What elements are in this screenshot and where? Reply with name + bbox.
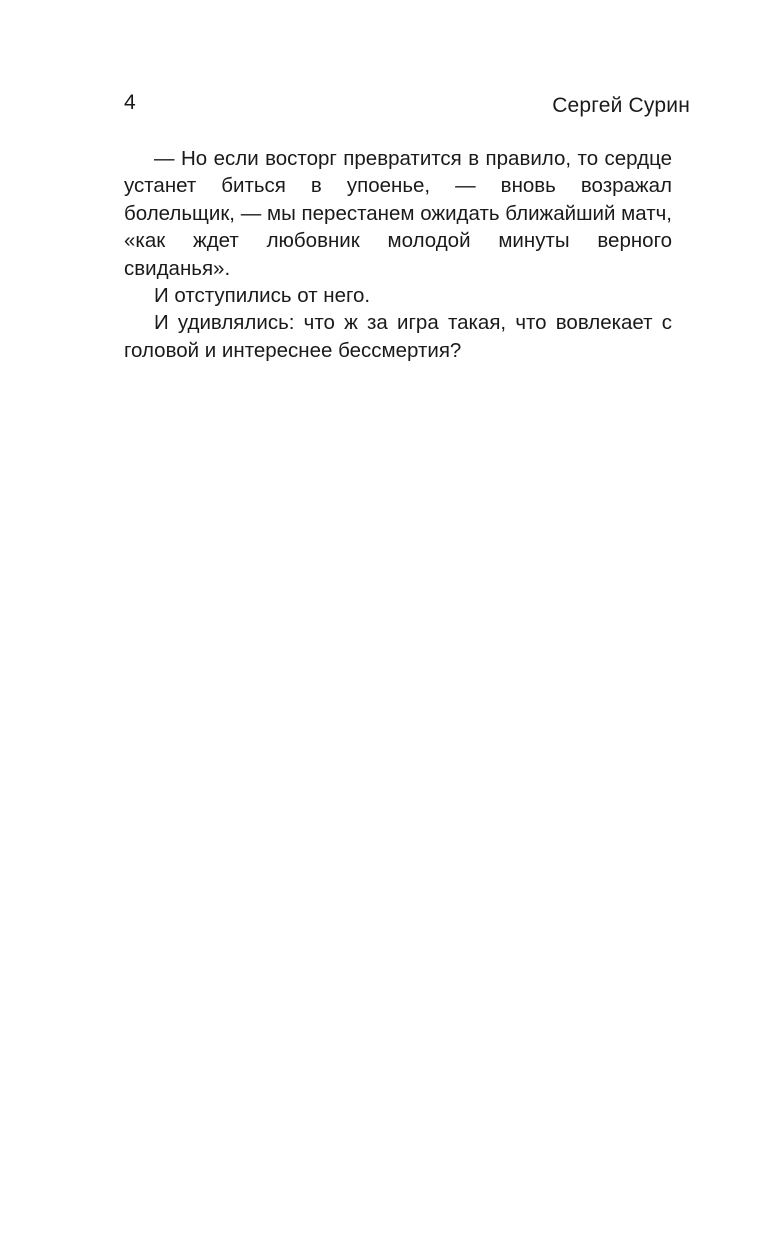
paragraph: И удивлялись: что ж за игра такая, что вовлекает с головой и интереснее бессмертия? (124, 311, 672, 362)
body-text (124, 145, 672, 364)
paragraph: — Но если восторг превратится в правило, то сердце устанет биться в упоенье, — вновь возражал болельщик, — мы перестанем ожидать ближайший матч, «как ждет любовник молодой минуты верного свиданья». (124, 147, 672, 280)
paragraph: И отступились от него. (154, 284, 371, 308)
page-number: 4 (124, 91, 136, 114)
running-header-author: Сергей Сурин (552, 94, 690, 117)
